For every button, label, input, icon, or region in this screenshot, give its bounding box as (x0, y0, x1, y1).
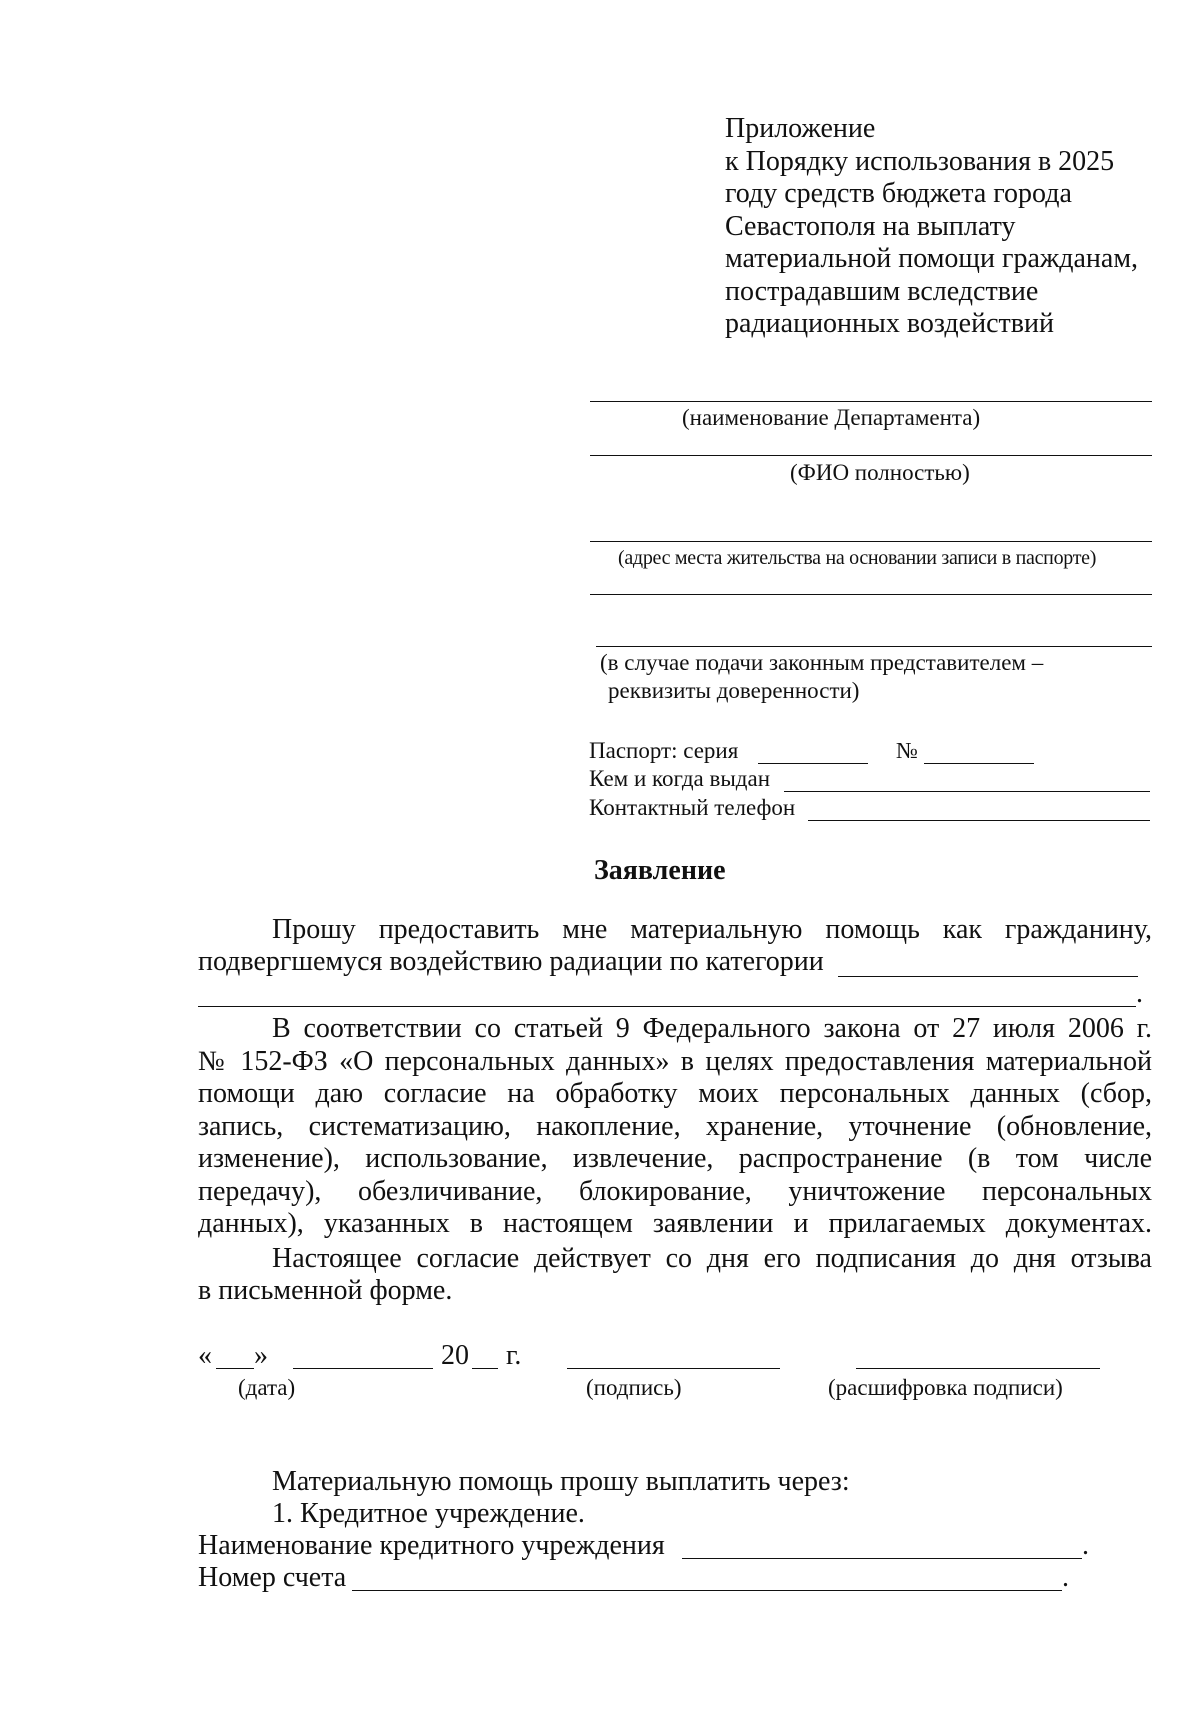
address-field-line[interactable] (590, 541, 1152, 542)
bank-name-end-dot: . (1082, 1530, 1089, 1561)
appendix-line: пострадавшим вследствие (725, 275, 1039, 307)
issued-by-field[interactable] (784, 791, 1150, 792)
account-end-dot: . (1062, 1562, 1069, 1593)
category-end-dot: . (1136, 978, 1143, 1009)
account-number-field[interactable] (352, 1590, 1062, 1591)
category-field-line[interactable] (838, 976, 1138, 977)
payment-option-1: 1. Кредитное учреждение. (272, 1498, 585, 1529)
date-day-field[interactable] (216, 1368, 254, 1369)
fio-field-line[interactable] (590, 455, 1152, 456)
bank-name-field[interactable] (682, 1558, 1082, 1559)
passport-number-label: № (896, 738, 918, 763)
representative-caption-1: (в случае подачи законным представителем – (600, 650, 1044, 675)
department-caption: (наименование Департамента) (682, 405, 981, 430)
statement-title: Заявление (594, 855, 726, 886)
appendix-line: Приложение (725, 113, 876, 144)
issued-by-label: Кем и когда выдан (589, 766, 771, 791)
date-caption: (дата) (238, 1375, 296, 1400)
department-field-line[interactable] (590, 401, 1152, 402)
date-year-field[interactable] (472, 1368, 498, 1369)
phone-field[interactable] (808, 820, 1150, 821)
consent-line: изменение), использование, извлечение, распространение (в том числе (198, 1143, 1152, 1174)
passport-number-field[interactable] (924, 763, 1034, 764)
date-month-field[interactable] (293, 1368, 433, 1369)
consent-line: запись, систематизацию, накопление, хранение, уточнение (обновление, (198, 1110, 1152, 1142)
signature-decoding-field[interactable] (856, 1368, 1100, 1369)
passport-series-field[interactable] (758, 763, 868, 764)
signature-field[interactable] (567, 1368, 780, 1369)
appendix-line: к Порядку использования в 2025 (725, 145, 1115, 177)
appendix-line: материальной помощи гражданам, (725, 243, 1139, 274)
date-close-quote: » (254, 1340, 268, 1371)
consent-line: помощи даю согласие на обработку моих персональных данных (сбор, (198, 1078, 1152, 1109)
validity-line: Настоящее согласие действует со дня его подписания до дня отзыва (272, 1243, 1152, 1274)
category-field-line-2[interactable] (198, 1006, 1136, 1007)
validity-paragraph (198, 1243, 1152, 1276)
appendix-line: радиационных воздействий (725, 308, 1054, 339)
phone-label: Контактный телефон (589, 795, 796, 820)
address-caption: (адрес места жительства на основании записи в паспорте) (618, 547, 1097, 569)
consent-paragraph (198, 1013, 1152, 1241)
appendix-line: Севастополя на выплату (725, 210, 1016, 242)
passport-series-label: Паспорт: серия (589, 738, 739, 763)
validity-line: в письменной форме. (198, 1275, 453, 1306)
request-line-1: Прошу предоставить мне материальную помощь как гражданину, (272, 914, 1152, 945)
consent-line: данных), указанных в настоящем заявлении и прилагаемых документах. (198, 1208, 1152, 1239)
address-field-line-2[interactable] (590, 594, 1152, 595)
request-paragraph (198, 914, 1152, 947)
consent-line: передачу), обезличивание, блокирование, уничтожение персональных (198, 1175, 1152, 1207)
account-label: Номер счета (198, 1562, 347, 1593)
date-open-quote: « (198, 1340, 212, 1371)
payment-intro: Материальную помощь прошу выплатить через: (272, 1466, 850, 1497)
appendix-block (725, 113, 1155, 341)
consent-line: В соответствии со статьей 9 Федерального закона от 27 июля 2006 г. (272, 1013, 1152, 1044)
representative-caption-2: реквизиты доверенности) (608, 678, 860, 703)
year-prefix: 20 (441, 1340, 469, 1371)
signature-caption: (подпись) (586, 1375, 682, 1400)
consent-line: № 152-ФЗ «О персональных данных» в целях предоставления материальной (198, 1045, 1152, 1077)
bank-name-label: Наименование кредитного учреждения (198, 1530, 665, 1561)
year-suffix: г. (506, 1340, 522, 1371)
representative-field-line[interactable] (596, 646, 1152, 647)
decoding-caption: (расшифровка подписи) (828, 1375, 1063, 1400)
fio-caption: (ФИО полностью) (790, 460, 970, 485)
appendix-line: году средств бюджета города (725, 178, 1072, 209)
request-line-2: подвергшемуся воздействию радиации по категории (198, 946, 824, 977)
